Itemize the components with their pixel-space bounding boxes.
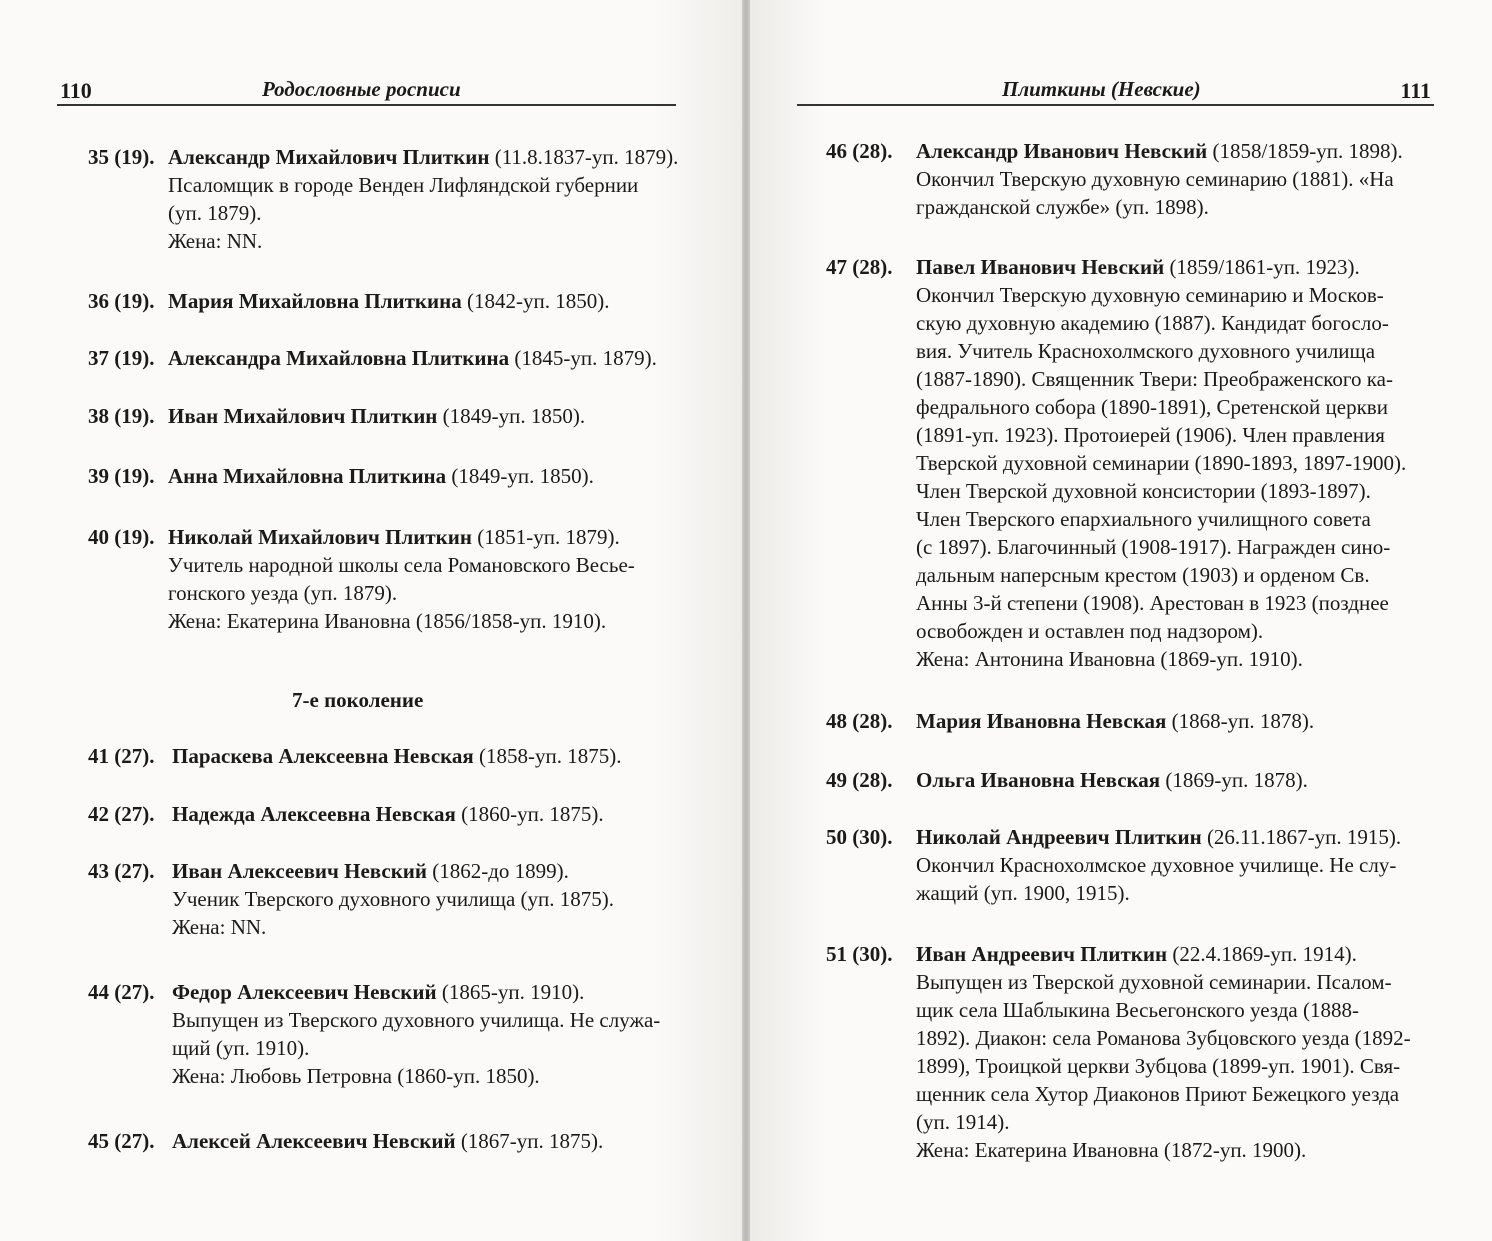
genealogy-entry: [88, 857, 708, 941]
entry-heading: [916, 137, 1436, 165]
entry-text-line: Жена: Любовь Петровна (1860-уп. 1850).: [172, 1064, 540, 1088]
life-dates: (1862-до 1899).: [432, 859, 569, 883]
entry-number: 37 (19).: [88, 346, 155, 370]
entry-number: 36 (19).: [88, 289, 155, 313]
genealogy-entry: [88, 800, 708, 828]
life-dates: (1845-уп. 1879).: [514, 346, 657, 370]
genealogy-entry: [88, 287, 708, 315]
entry-text-line: Окончил Тверскую духовную семинарию (1881). «На: [916, 167, 1394, 191]
life-dates: (1849-уп. 1850).: [451, 464, 594, 488]
entry-number: 41 (27).: [88, 744, 155, 768]
person-name: Анна Михайловна Плиткина: [168, 464, 447, 488]
person-name: Надежда Алексеевна Невская: [172, 802, 456, 826]
entry-text-line: (уп. 1914).: [916, 1110, 1010, 1134]
entry-text-line: Псаломщик в городе Венден Лифляндской губернии: [168, 173, 639, 197]
entry-heading: [172, 1127, 708, 1155]
entry-text-line: федрального собора (1890-1891), Сретенской церкви: [916, 395, 1388, 419]
life-dates: (1858-уп. 1875).: [479, 744, 622, 768]
entry-text-line: Выпущен из Тверского духовного училища. Не служа-: [172, 1008, 661, 1032]
entry-text-line: Жена: NN.: [168, 229, 263, 253]
entry-text-line: Член Тверской духовной консистории (1893-1897).: [916, 479, 1371, 503]
genealogy-entry: [88, 523, 708, 635]
life-dates: (1867-уп. 1875).: [460, 1129, 604, 1153]
genealogy-entry: [826, 940, 1436, 1164]
entry-text-line: Окончил Краснохолмское духовное училище. Не слу-: [916, 853, 1397, 877]
entry-text-line: скую духовную академию (1887). Кандидат богосло-: [916, 311, 1389, 335]
entry-heading: [916, 253, 1436, 281]
left-page-header: [57, 74, 676, 106]
life-dates: (1868-уп. 1878).: [1171, 709, 1315, 733]
entry-heading: [168, 462, 708, 490]
entry-text-line: Анны 3-й степени (1908). Арестован в 1923 (позднее: [916, 591, 1389, 615]
entry-heading: [916, 766, 1436, 794]
genealogy-entry: [88, 742, 708, 770]
entry-text-line: гражданской службе» (уп. 1898).: [916, 195, 1209, 219]
life-dates: (1859/1861-уп. 1923).: [1169, 255, 1360, 279]
entry-text-line: щенник села Хутор Диаконов Приют Бежецкого уезда: [916, 1082, 1400, 1106]
person-name: Федор Алексеевич Невский: [172, 980, 437, 1004]
entry-number: 45 (27).: [88, 1129, 155, 1153]
entry-text-line: (с 1897). Благочинный (1908-1917). Награжден сино-: [916, 535, 1391, 559]
person-name: Алексей Алексеевич Невский: [172, 1129, 456, 1153]
left-page: [0, 0, 742, 1241]
entry-text-line: (1891-уп. 1923). Протоиерей (1906). Член правления: [916, 423, 1385, 447]
genealogy-entry: [826, 707, 1436, 735]
entry-text-line: щик села Шаблыкина Весьегонского уезда (1888-: [916, 998, 1359, 1022]
entry-text-line: Жена: NN.: [172, 915, 267, 939]
person-name: Александр Михайлович Плиткин: [168, 145, 490, 169]
life-dates: (1842-уп. 1850).: [466, 289, 610, 313]
person-name: Ольга Ивановна Невская: [916, 768, 1161, 792]
entry-heading: [172, 742, 708, 770]
book-gutter: [742, 0, 750, 1241]
entry-number: 50 (30).: [826, 825, 893, 849]
person-name: Николай Михайлович Плиткин: [168, 525, 472, 549]
entry-text-line: гонского уезда (уп. 1879).: [168, 581, 398, 605]
page-number: 111: [1400, 78, 1431, 103]
person-name: Иван Алексеевич Невский: [172, 859, 427, 883]
person-name: Николай Андреевич Плиткин: [916, 825, 1202, 849]
right-page-header: [797, 74, 1434, 106]
entry-number: 47 (28).: [826, 255, 893, 279]
life-dates: (1851-уп. 1879).: [477, 525, 620, 549]
entry-heading: [916, 707, 1436, 735]
entry-text-line: жащий (уп. 1900, 1915).: [916, 881, 1130, 905]
entry-text-line: Учитель народной школы села Романовского Весье-: [168, 553, 635, 577]
entry-text-line: дальным наперсным крестом (1903) и орденом Св.: [916, 563, 1370, 587]
entry-heading: [916, 823, 1436, 851]
person-name: Иван Михайлович Плиткин: [168, 404, 438, 428]
entry-number: 49 (28).: [826, 768, 893, 792]
entry-text-line: Член Тверского епархиального училищного совета: [916, 507, 1371, 531]
life-dates: (1860-уп. 1875).: [461, 802, 604, 826]
entry-heading: [172, 800, 708, 828]
entry-text-line: (уп. 1879).: [168, 201, 262, 225]
person-name: Параскева Алексеевна Невская: [172, 744, 474, 768]
genealogy-entry: [88, 402, 708, 430]
entry-text-line: Выпущен из Тверской духовной семинарии. Псалом-: [916, 970, 1392, 994]
entry-heading: [168, 344, 708, 372]
genealogy-entry: [88, 462, 708, 490]
life-dates: (1865-уп. 1910).: [441, 980, 585, 1004]
entry-number: 46 (28).: [826, 139, 893, 163]
entry-text-line: Жена: Екатерина Ивановна (1856/1858-уп. 1910).: [168, 609, 607, 633]
genealogy-entry: [826, 823, 1436, 907]
genealogy-entry: [88, 143, 708, 255]
entry-heading: [168, 287, 708, 315]
person-name: Иван Андреевич Плиткин: [916, 942, 1168, 966]
entry-heading: [168, 402, 708, 430]
entry-text-line: Жена: Екатерина Ивановна (1872-уп. 1900).: [916, 1138, 1307, 1162]
entry-number: 35 (19).: [88, 145, 155, 169]
person-name: Павел Иванович Невский: [916, 255, 1165, 279]
person-name: Мария Ивановна Невская: [916, 709, 1167, 733]
life-dates: (22.4.1869-уп. 1914).: [1172, 942, 1357, 966]
entry-heading: [168, 143, 708, 171]
entry-text-line: щий (уп. 1910).: [172, 1036, 310, 1060]
person-name: Мария Михайловна Плиткина: [168, 289, 462, 313]
entry-number: 48 (28).: [826, 709, 893, 733]
entry-number: 51 (30).: [826, 942, 893, 966]
entry-text-line: 1892). Диакон: села Романова Зубцовского уезда (1892-: [916, 1026, 1411, 1050]
entry-text-line: Окончил Тверскую духовную семинарию и Москов-: [916, 283, 1384, 307]
life-dates: (26.11.1867-уп. 1915).: [1206, 825, 1402, 849]
genealogy-entry: [88, 344, 708, 372]
life-dates: (1858/1859-уп. 1898).: [1212, 139, 1403, 163]
entry-text-line: вия. Учитель Краснохолмского духовного училища: [916, 339, 1376, 363]
entry-heading: [172, 857, 708, 885]
entry-number: 39 (19).: [88, 464, 155, 488]
entry-text-line: (1887-1890). Священник Твери: Преображенского ка-: [916, 367, 1393, 391]
entry-heading: [916, 940, 1436, 968]
entry-heading: [168, 523, 708, 551]
life-dates: (11.8.1837-уп. 1879).: [494, 145, 679, 169]
entry-text-line: Тверской духовной семинарии (1890-1893, 1897-1900).: [916, 451, 1407, 475]
entry-heading: [172, 978, 708, 1006]
genealogy-entry: [88, 1127, 708, 1155]
entry-number: 40 (19).: [88, 525, 155, 549]
entry-number: 38 (19).: [88, 404, 155, 428]
genealogy-entry: [88, 978, 708, 1090]
entry-number: 44 (27).: [88, 980, 155, 1004]
life-dates: (1849-уп. 1850).: [442, 404, 586, 428]
entry-text-line: освобожден и оставлен под надзором).: [916, 619, 1264, 643]
genealogy-entry: [826, 253, 1436, 673]
entry-text-line: Жена: Антонина Ивановна (1869-уп. 1910).: [916, 647, 1303, 671]
entry-text-line: 1899), Троицкой церкви Зубцова (1899-уп. 1901). Свя-: [916, 1054, 1401, 1078]
right-page: [750, 0, 1492, 1241]
life-dates: (1869-уп. 1878).: [1165, 768, 1308, 792]
running-title: Плиткины (Невские): [1002, 77, 1201, 101]
entry-text-line: Ученик Тверского духовного училища (уп. 1875).: [172, 887, 614, 911]
generation-heading: 7-е поколение: [292, 688, 424, 712]
entry-number: 43 (27).: [88, 859, 155, 883]
genealogy-entry: [826, 137, 1436, 221]
page-number: 110: [60, 78, 92, 103]
person-name: Александр Иванович Невский: [916, 139, 1208, 163]
running-title: Родословные росписи: [262, 77, 461, 101]
entry-number: 42 (27).: [88, 802, 155, 826]
person-name: Александра Михайловна Плиткина: [168, 346, 510, 370]
genealogy-entry: [826, 766, 1436, 794]
